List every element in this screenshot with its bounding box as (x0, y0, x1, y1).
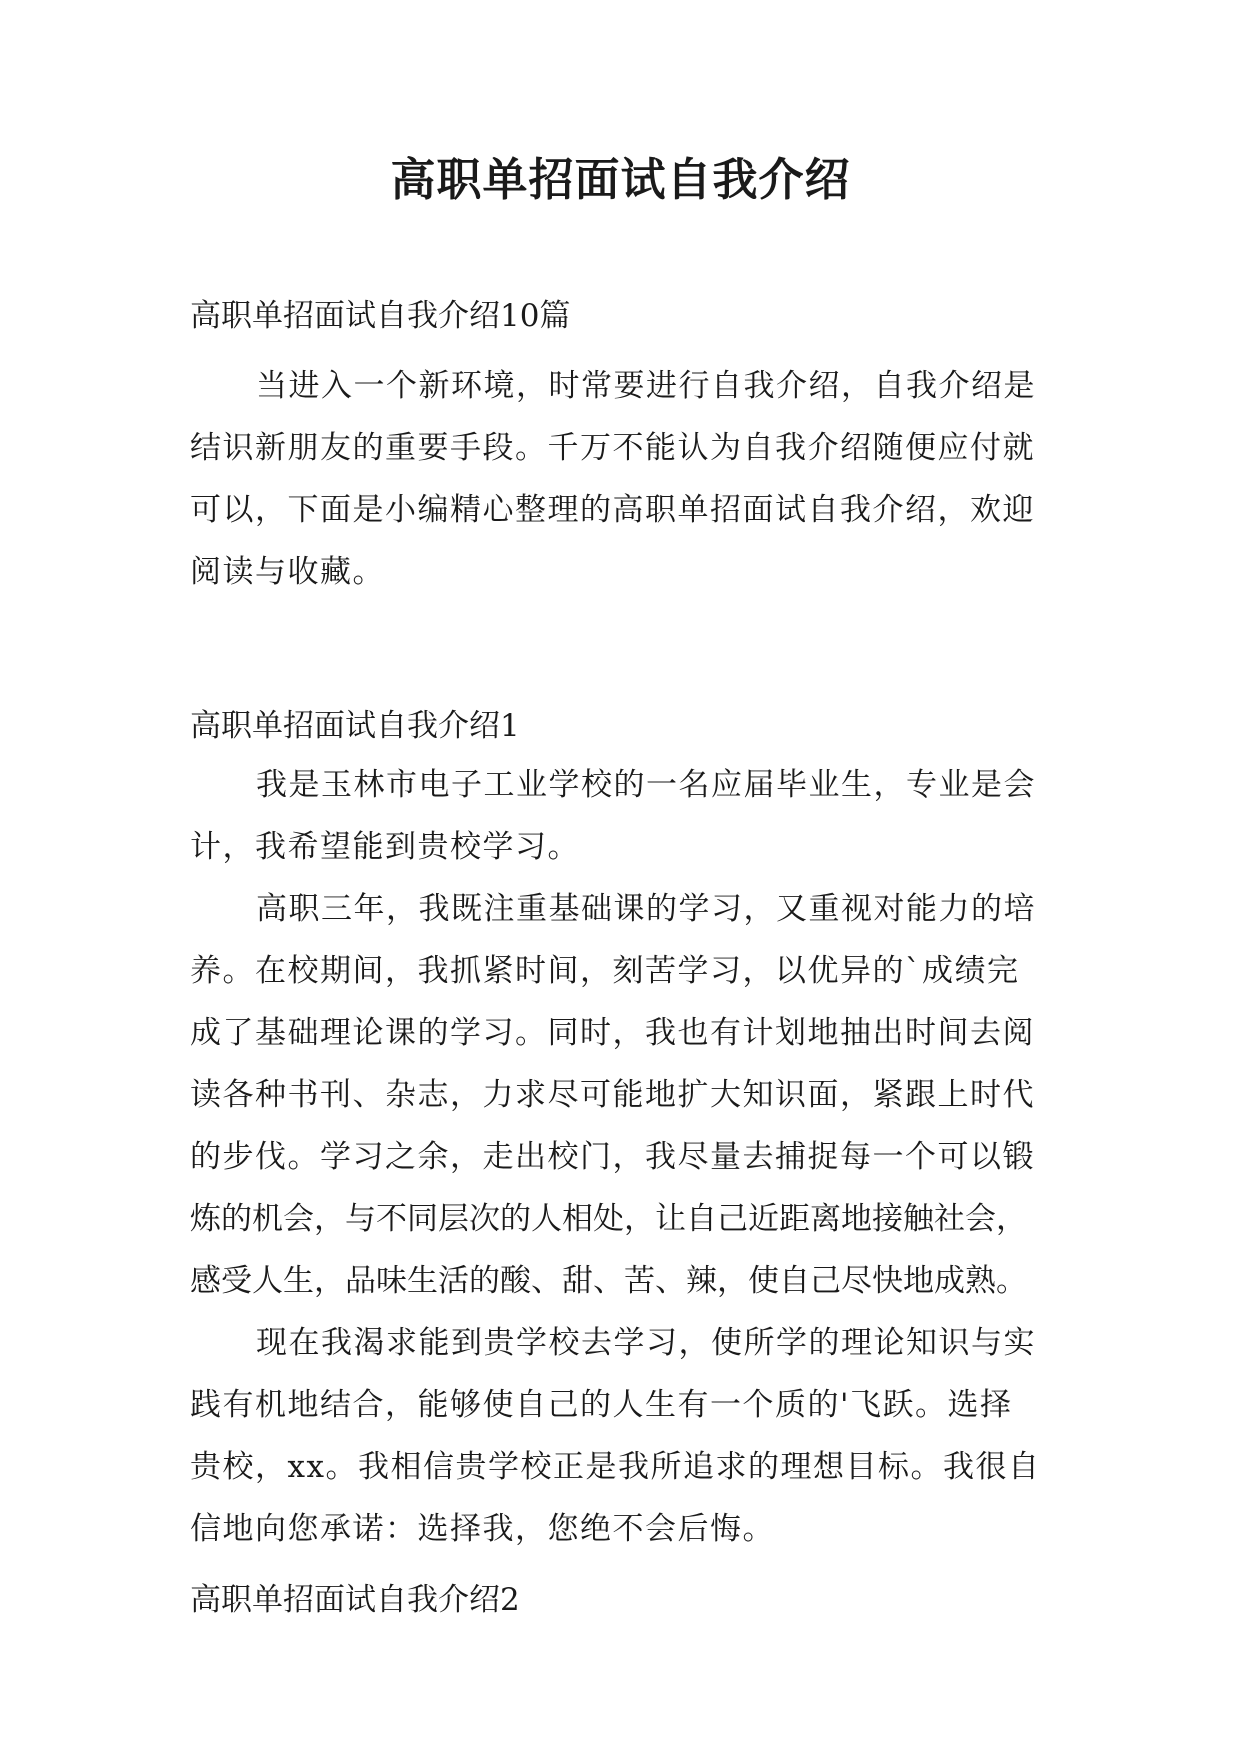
paragraph-line: 成了基础理论课的学习。同时，我也有计划地抽出时间去阅 (190, 1015, 1035, 1051)
paragraph-line: 贵校，xx。我相信贵学校正是我所追求的理想目标。我很自 (190, 1449, 1041, 1485)
paragraph-line: 践有机地结合，能够使自己的人生有一个质的'飞跃。选择 (190, 1387, 1013, 1423)
section-1-body (190, 754, 1050, 1560)
document-subtitle: 高职单招面试自我介绍10篇 (190, 298, 571, 334)
paragraph-line: 阅读与收藏。 (190, 554, 385, 590)
paragraph-line: 炼的机会，与不同层次的人相处，让自己近距离地接触社会， (190, 1201, 1027, 1237)
paragraph-line: 的步伐。学习之余，走出校门，我尽量去捕捉每一个可以锻 (190, 1139, 1035, 1175)
paragraph-line: 高职三年，我既注重基础课的学习，又重视对能力的培 (256, 891, 1036, 927)
paragraph-line: 信地向您承诺：选择我，您绝不会后悔。 (190, 1511, 775, 1547)
paragraph-line: 读各种书刊、杂志，力求尽可能地扩大知识面，紧跟上时代 (190, 1077, 1035, 1113)
document-title: 高职单招面试自我介绍 (390, 153, 851, 206)
paragraph-line: 可以，下面是小编精心整理的高职单招面试自我介绍，欢迎 (190, 492, 1035, 528)
paragraph-line: 感受人生，品味生活的酸、甜、苦、辣，使自己尽快地成熟。 (190, 1263, 1027, 1299)
paragraph-line: 我是玉林市电子工业学校的一名应届毕业生，专业是会 (256, 767, 1036, 803)
paragraph-line: 计，我希望能到贵校学习。 (190, 829, 580, 865)
paragraph-line: 现在我渴求能到贵学校去学习，使所学的理论知识与实 (256, 1325, 1036, 1361)
paragraph-line: 当进入一个新环境，时常要进行自我介绍，自我介绍是 (256, 368, 1036, 404)
paragraph-line: 养。在校期间，我抓紧时间，刻苦学习，以优异的`成绩完 (190, 953, 1020, 989)
paragraph-line: 结识新朋友的重要手段。千万不能认为自我介绍随便应付就 (190, 430, 1035, 466)
section-heading-2: 高职单招面试自我介绍2 (190, 1582, 520, 1618)
intro-paragraph (190, 355, 1050, 603)
section-heading-1: 高职单招面试自我介绍1 (190, 708, 520, 744)
